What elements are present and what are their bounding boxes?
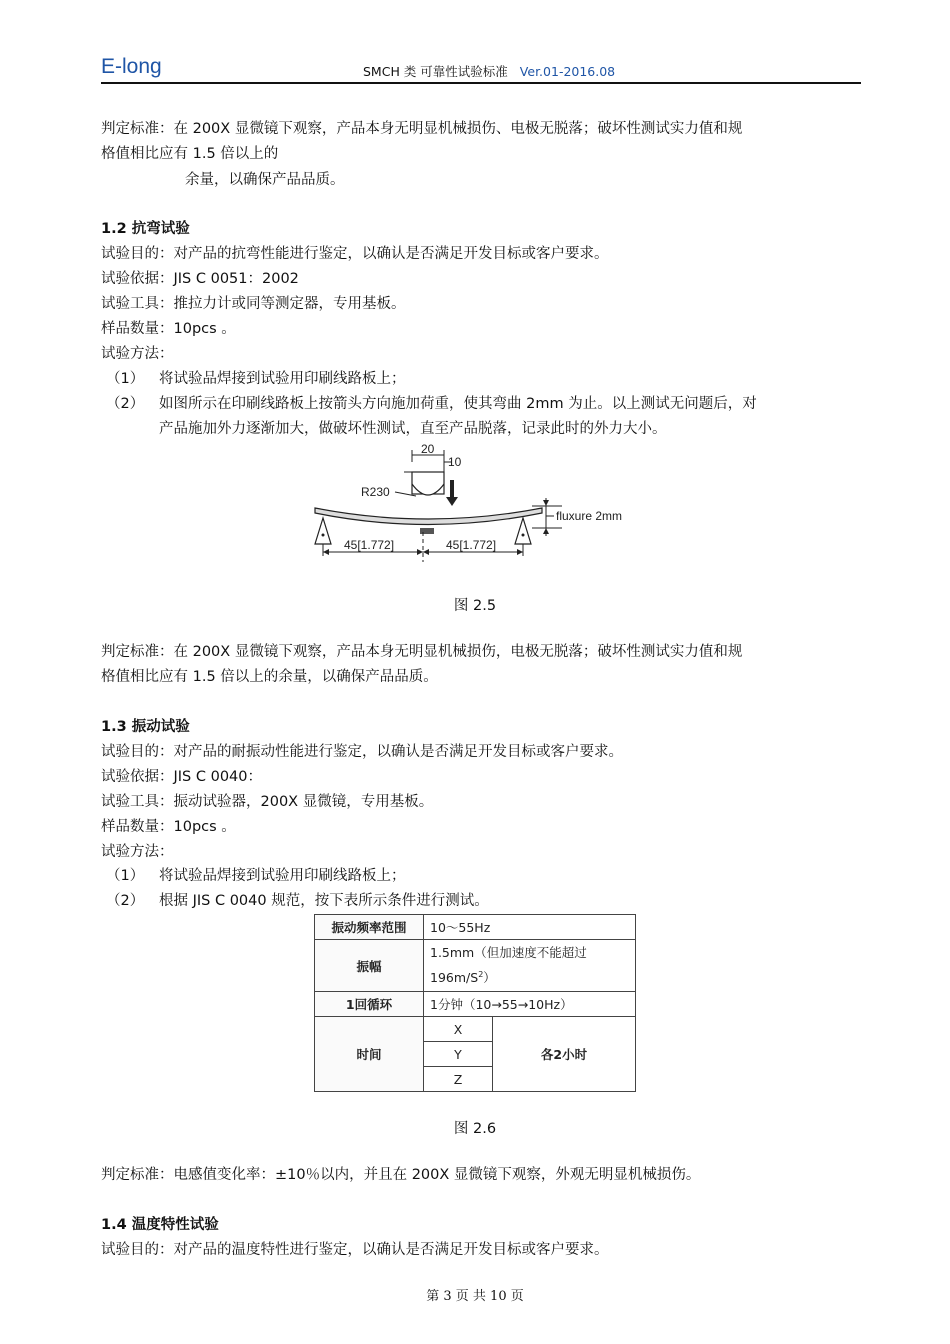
step-number: （1） [106, 868, 145, 884]
load-arrow [446, 497, 458, 506]
step-text: 将试验品焊接到试验用印刷线路板上； [159, 371, 406, 387]
test-tools: 试验工具：推拉力计或同等测定器，专用基板。 [101, 296, 406, 312]
test-purpose: 试验目的：对产品的温度特性进行鉴定，以确认是否满足开发目标或客户要求。 [101, 1242, 609, 1258]
sample-qty: 样品数量：10pcs 。 [101, 819, 236, 835]
criteria-line: 判定标准：电感值变化率：±10％以内，并且在 200X 显微镜下观察，外观无明显机械损伤。 [101, 1167, 701, 1183]
brand-logo: E-long [101, 55, 162, 78]
table-cell: X [424, 1017, 493, 1042]
span-left-label: 45[1.772] [344, 538, 395, 552]
radius-label: R230 [361, 485, 390, 499]
page-footer: 第 3 页 共 10 页 [426, 1289, 524, 1304]
criteria-line: 余量，以确保产品品质。 [185, 172, 345, 188]
step-number: （2） [106, 893, 145, 909]
table-cell [424, 940, 636, 992]
amp-text: ） [483, 970, 496, 986]
dim-side-label: 10 [448, 455, 462, 469]
step-text: 产品施加外力逐渐加大，做破坏性测试，直至产品脱落，记录此时的外力大小。 [159, 421, 667, 437]
step-text: 根据 JIS C 0040 规范，按下表所示条件进行测试。 [159, 893, 489, 909]
table-cell: 振幅 [315, 940, 424, 992]
criteria-line: 格值相比应有 1.5 倍以上的余量，以确保产品品质。 [101, 669, 438, 685]
bending-test-figure [300, 440, 660, 570]
vibration-conditions-table [314, 914, 636, 1092]
figure-caption: 图 2.5 [453, 598, 497, 614]
step-number: （1） [106, 371, 145, 387]
amp-sup: 2 [478, 970, 484, 979]
sample-qty: 样品数量：10pcs 。 [101, 321, 236, 337]
test-tools: 试验工具：振动试验器，200X 显微镜，专用基板。 [101, 794, 434, 810]
test-basis: 试验依据：JIS C 0051：2002 [101, 271, 299, 287]
test-product [420, 528, 434, 534]
table-row [315, 915, 636, 940]
table-row [315, 940, 636, 992]
support-left [315, 518, 331, 544]
section-heading: 1.3 振动试验 [101, 719, 190, 735]
table-cell: 10～55Hz [424, 915, 636, 940]
figure-caption: 图 2.6 [453, 1121, 497, 1137]
title-text: SMCH 类 可靠性试验标准 [363, 64, 508, 79]
section-heading: 1.2 抗弯试验 [101, 221, 190, 237]
amp-text: 1.5mm（但加速度不能超过 [430, 945, 587, 960]
step-number: （2） [106, 396, 145, 412]
version-text: Ver.01-2016.08 [519, 64, 616, 79]
criteria-line: 格值相比应有 1.5 倍以上的 [101, 146, 279, 162]
dim-top-label: 20 [421, 442, 435, 456]
table-cell: Y [424, 1042, 493, 1067]
table-cell: 振动频率范围 [315, 915, 424, 940]
test-basis: 试验依据：JIS C 0040： [101, 769, 263, 785]
header-divider [101, 82, 861, 84]
table-cell: Z [424, 1067, 493, 1092]
table-cell: 各2小时 [493, 1017, 636, 1092]
circuit-board [315, 508, 542, 525]
test-method: 试验方法： [101, 346, 174, 362]
amp-text: 196m/S [430, 970, 479, 986]
test-method: 试验方法： [101, 844, 174, 860]
table-cell: 时间 [315, 1017, 424, 1092]
support-right [515, 518, 531, 544]
table-row [315, 992, 636, 1017]
section-heading: 1.4 温度特性试验 [101, 1217, 219, 1233]
criteria-line: 判定标准：在 200X 显微镜下观察，产品本身无明显机械损伤、电极无脱落；破坏性测试实力值和规 [101, 121, 743, 137]
test-purpose: 试验目的：对产品的耐振动性能进行鉴定，以确认是否满足开发目标或客户要求。 [101, 744, 623, 760]
criteria-line: 判定标准：在 200X 显微镜下观察，产品本身无明显机械损伤，电极无脱落；破坏性测试实力值和规 [101, 644, 743, 660]
step-text: 将试验品焊接到试验用印刷线路板上； [159, 868, 406, 884]
span-right-label: 45[1.772] [446, 538, 497, 552]
table-row [315, 1017, 636, 1042]
table-cell: 1分钟（10→55→10Hz） [424, 992, 636, 1017]
table-cell: 1回循环 [315, 992, 424, 1017]
test-purpose: 试验目的：对产品的抗弯性能进行鉴定，以确认是否满足开发目标或客户要求。 [101, 246, 609, 262]
step-text: 如图所示在印刷线路板上按箭头方向施加荷重，使其弯曲 2mm 为止。以上测试无问题后，对 [159, 396, 757, 412]
flexure-label: fluxure 2mm [556, 509, 623, 523]
document-title [363, 62, 615, 80]
